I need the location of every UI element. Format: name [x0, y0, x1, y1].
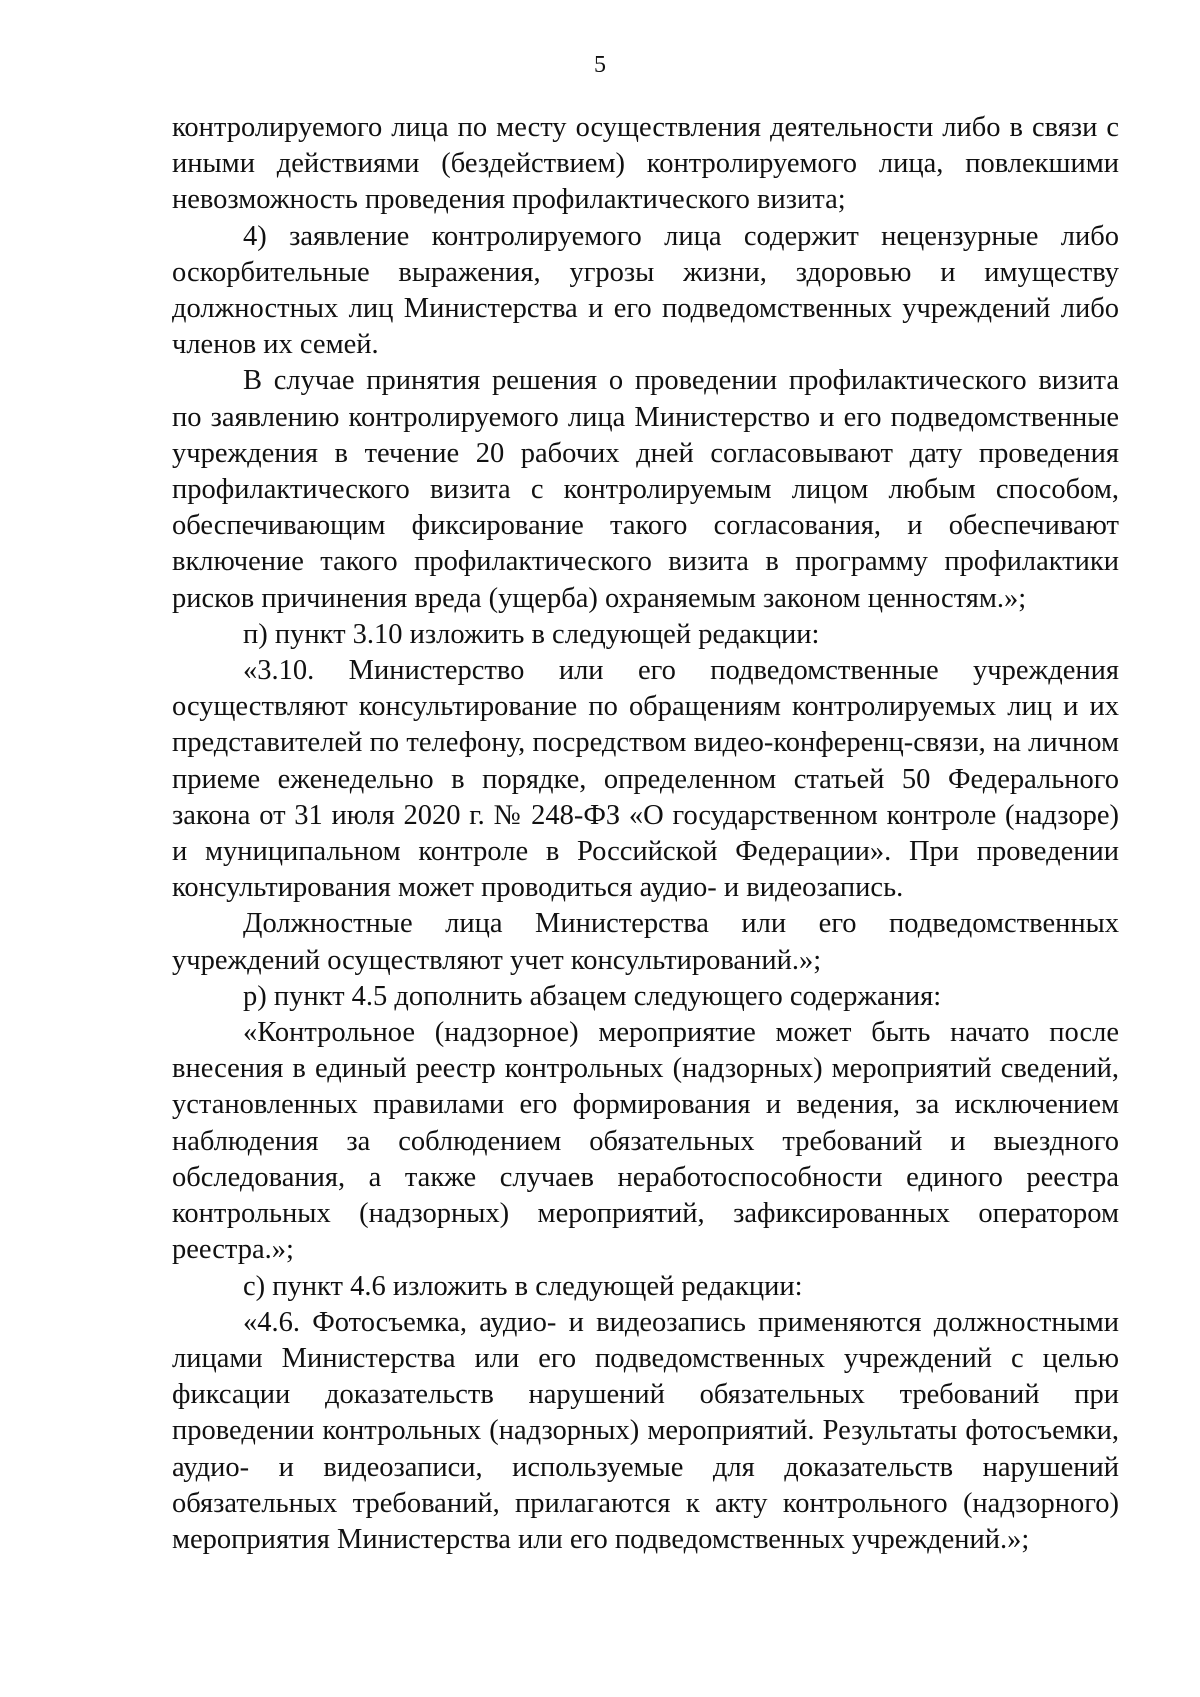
paragraph-clause-3-10: «3.10. Министерство или его подведомственные учреждения осуществляют консультирование по обращениям контролируемых лиц и их представителей по телефону, посредством видео-конференц-связи, на личном приеме еженедельно в порядке, определенном статьей 50 Федерального закона от 31 июля 2020 г. № 248-ФЗ «О государственном контроле (надзоре) и муниципальном контроле в Российской Федерации». При проведении консультирования может проводиться аудио- и видеозапись.	[172, 655, 1119, 904]
paragraph-amendment-p: п) пункт 3.10 изложить в следующей редакции:	[243, 618, 820, 650]
paragraph-clause-4-6: «4.6. Фотосъемка, аудио- и видеозапись применяются должностными лицами Министерства или его подведомственных учреждений с целью фиксации доказательств нарушений обязательных требований при проведении контрольных (надзорных) мероприятий. Результаты фотосъемки, аудио- и видеозаписи, используемые для доказательств нарушений обязательных требований, прилагаются к акту контрольного (надзорного) мероприятия Министерства или его подведомственных учреждений.»;	[172, 1306, 1119, 1555]
document-body	[172, 110, 1119, 1558]
paragraph-continuation: контролируемого лица по месту осуществления деятельности либо в связи с иными действиями (бездействием) контролируемого лица, повлекшими невозможность проведения профилактического визита;	[172, 112, 1119, 216]
paragraph-item-4: 4) заявление контролируемого лица содержит нецензурные либо оскорбительные выражения, угрозы жизни, здоровью и имуществу должностных лиц Министерства и его подведомственных учреждений либо членов их семей.	[172, 220, 1119, 361]
paragraph-visit-decision: В случае принятия решения о проведении профилактического визита по заявлению контролируемого лица Министерство и его подведомственные учреждения в течение 20 рабочих дней согласовывают дату проведения профилактического визита с контролируемым лицом любым способом, обеспечивающим фиксирование такого согласования, и обеспечивают включение такого профилактического визита в программу профилактики рисков причинения вреда (ущерба) охраняемым законом ценностям.»;	[172, 365, 1119, 614]
paragraph-officials-record: Должностные лица Министерства или его подведомственных учреждений осуществляют учет консультирований.»;	[172, 908, 1119, 976]
page-number: 5	[594, 52, 606, 78]
paragraph-amendment-r: р) пункт 4.5 дополнить абзацем следующего содержания:	[243, 980, 942, 1012]
paragraph-amendment-s: с) пункт 4.6 изложить в следующей редакции:	[243, 1270, 803, 1302]
paragraph-registry-clause: «Контрольное (надзорное) мероприятие может быть начато после внесения в единый реестр контрольных (надзорных) мероприятий сведений, установленных правилами его формирования и ведения, за исключением наблюдения за соблюдением обязательных требований и выездного обследования, а также случаев неработоспособности единого реестра контрольных (надзорных) мероприятий, зафиксированных оператором реестра.»;	[172, 1017, 1119, 1266]
